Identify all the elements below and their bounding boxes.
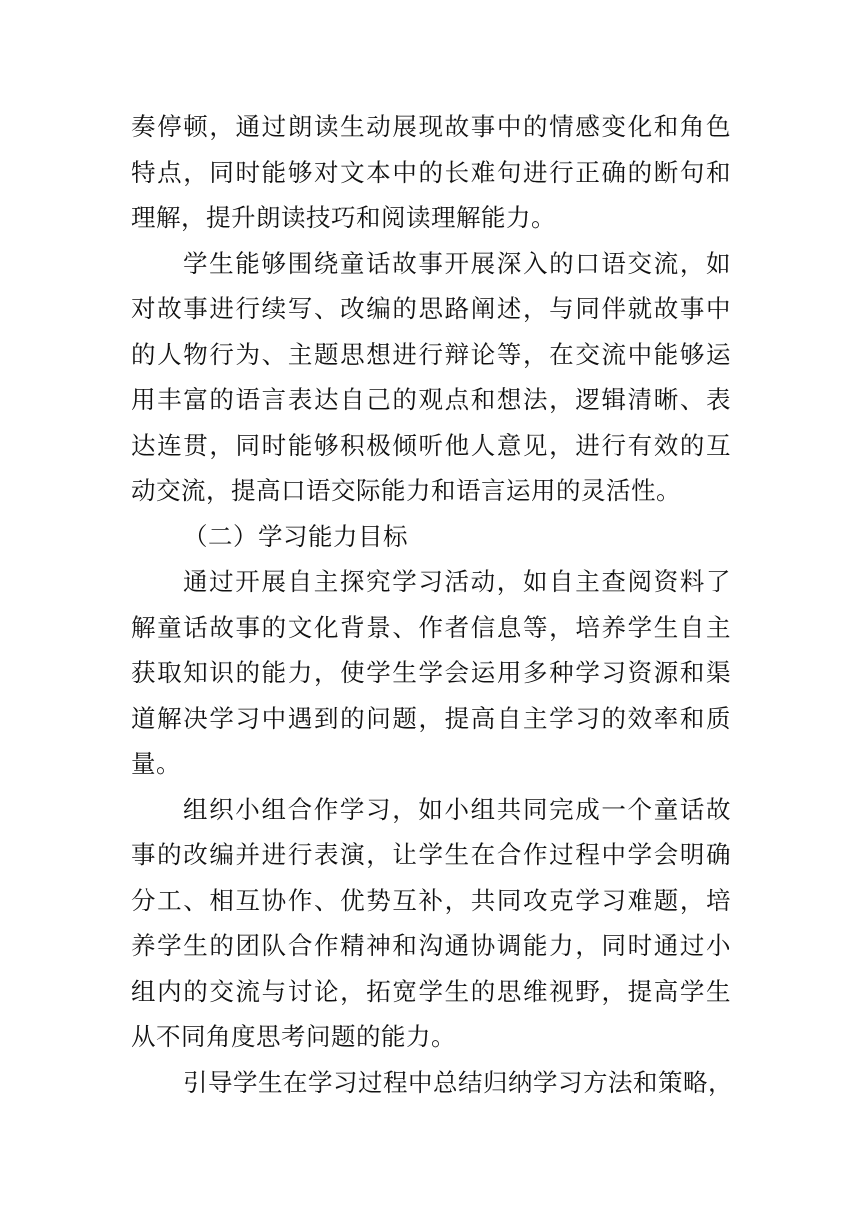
text-line: 理解，提升朗读技巧和阅读理解能力。: [131, 203, 556, 232]
paragraph-first-line: 组织小组合作学习，如小组共同完成一个童话故: [183, 794, 731, 824]
text-line: 事的改编并进行表演，让学生在合作过程中学会明确: [131, 840, 731, 869]
text-line: 组内的交流与讨论，拓宽学生的思维视野，提高学生: [131, 976, 731, 1006]
text-line: 获取知识的能力，使学生学会运用多种学习资源和渠: [131, 658, 731, 687]
paragraph-first-line: 通过开展自主探究学习活动，如自主查阅资料了: [183, 567, 731, 596]
text-line: 奏停顿，通过朗读生动展现故事中的情感变化和角色: [131, 112, 731, 141]
text-line: 量。: [131, 749, 181, 778]
paragraph-first-line: 学生能够围绕童话故事开展深入的口语交流，如: [183, 248, 731, 278]
text-line: 特点，同时能够对文本中的长难句进行正确的断句和: [131, 157, 731, 187]
text-line: 养学生的团队合作精神和沟通协调能力，同时通过小: [131, 931, 731, 960]
section-heading: （二）学习能力目标: [183, 521, 408, 551]
text-line: 道解决学习中遇到的问题，提高自主学习的效率和质: [131, 703, 731, 733]
document-page: [131, 104, 731, 1105]
text-line: 分工、相互协作、优势互补，共同攻克学习难题，培: [131, 885, 731, 915]
text-line: 达连贯，同时能够积极倾听他人意见，进行有效的互: [131, 430, 731, 460]
text-line: 解童话故事的文化背景、作者信息等，培养学生自主: [131, 612, 731, 642]
paragraph-first-line: 引导学生在学习过程中总结归纳学习方法和策略，: [183, 1067, 733, 1097]
text-line: 从不同角度思考问题的能力。: [131, 1022, 456, 1051]
text-line: 用丰富的语言表达自己的观点和想法，逻辑清晰、表: [131, 385, 731, 414]
text-line: 动交流，提高口语交际能力和语言运用的灵活性。: [131, 476, 681, 505]
text-line: 对故事进行续写、改编的思路阐述，与同伴就故事中: [131, 294, 731, 323]
text-line: 的人物行为、主题思想进行辩论等，在交流中能够运: [131, 339, 731, 369]
